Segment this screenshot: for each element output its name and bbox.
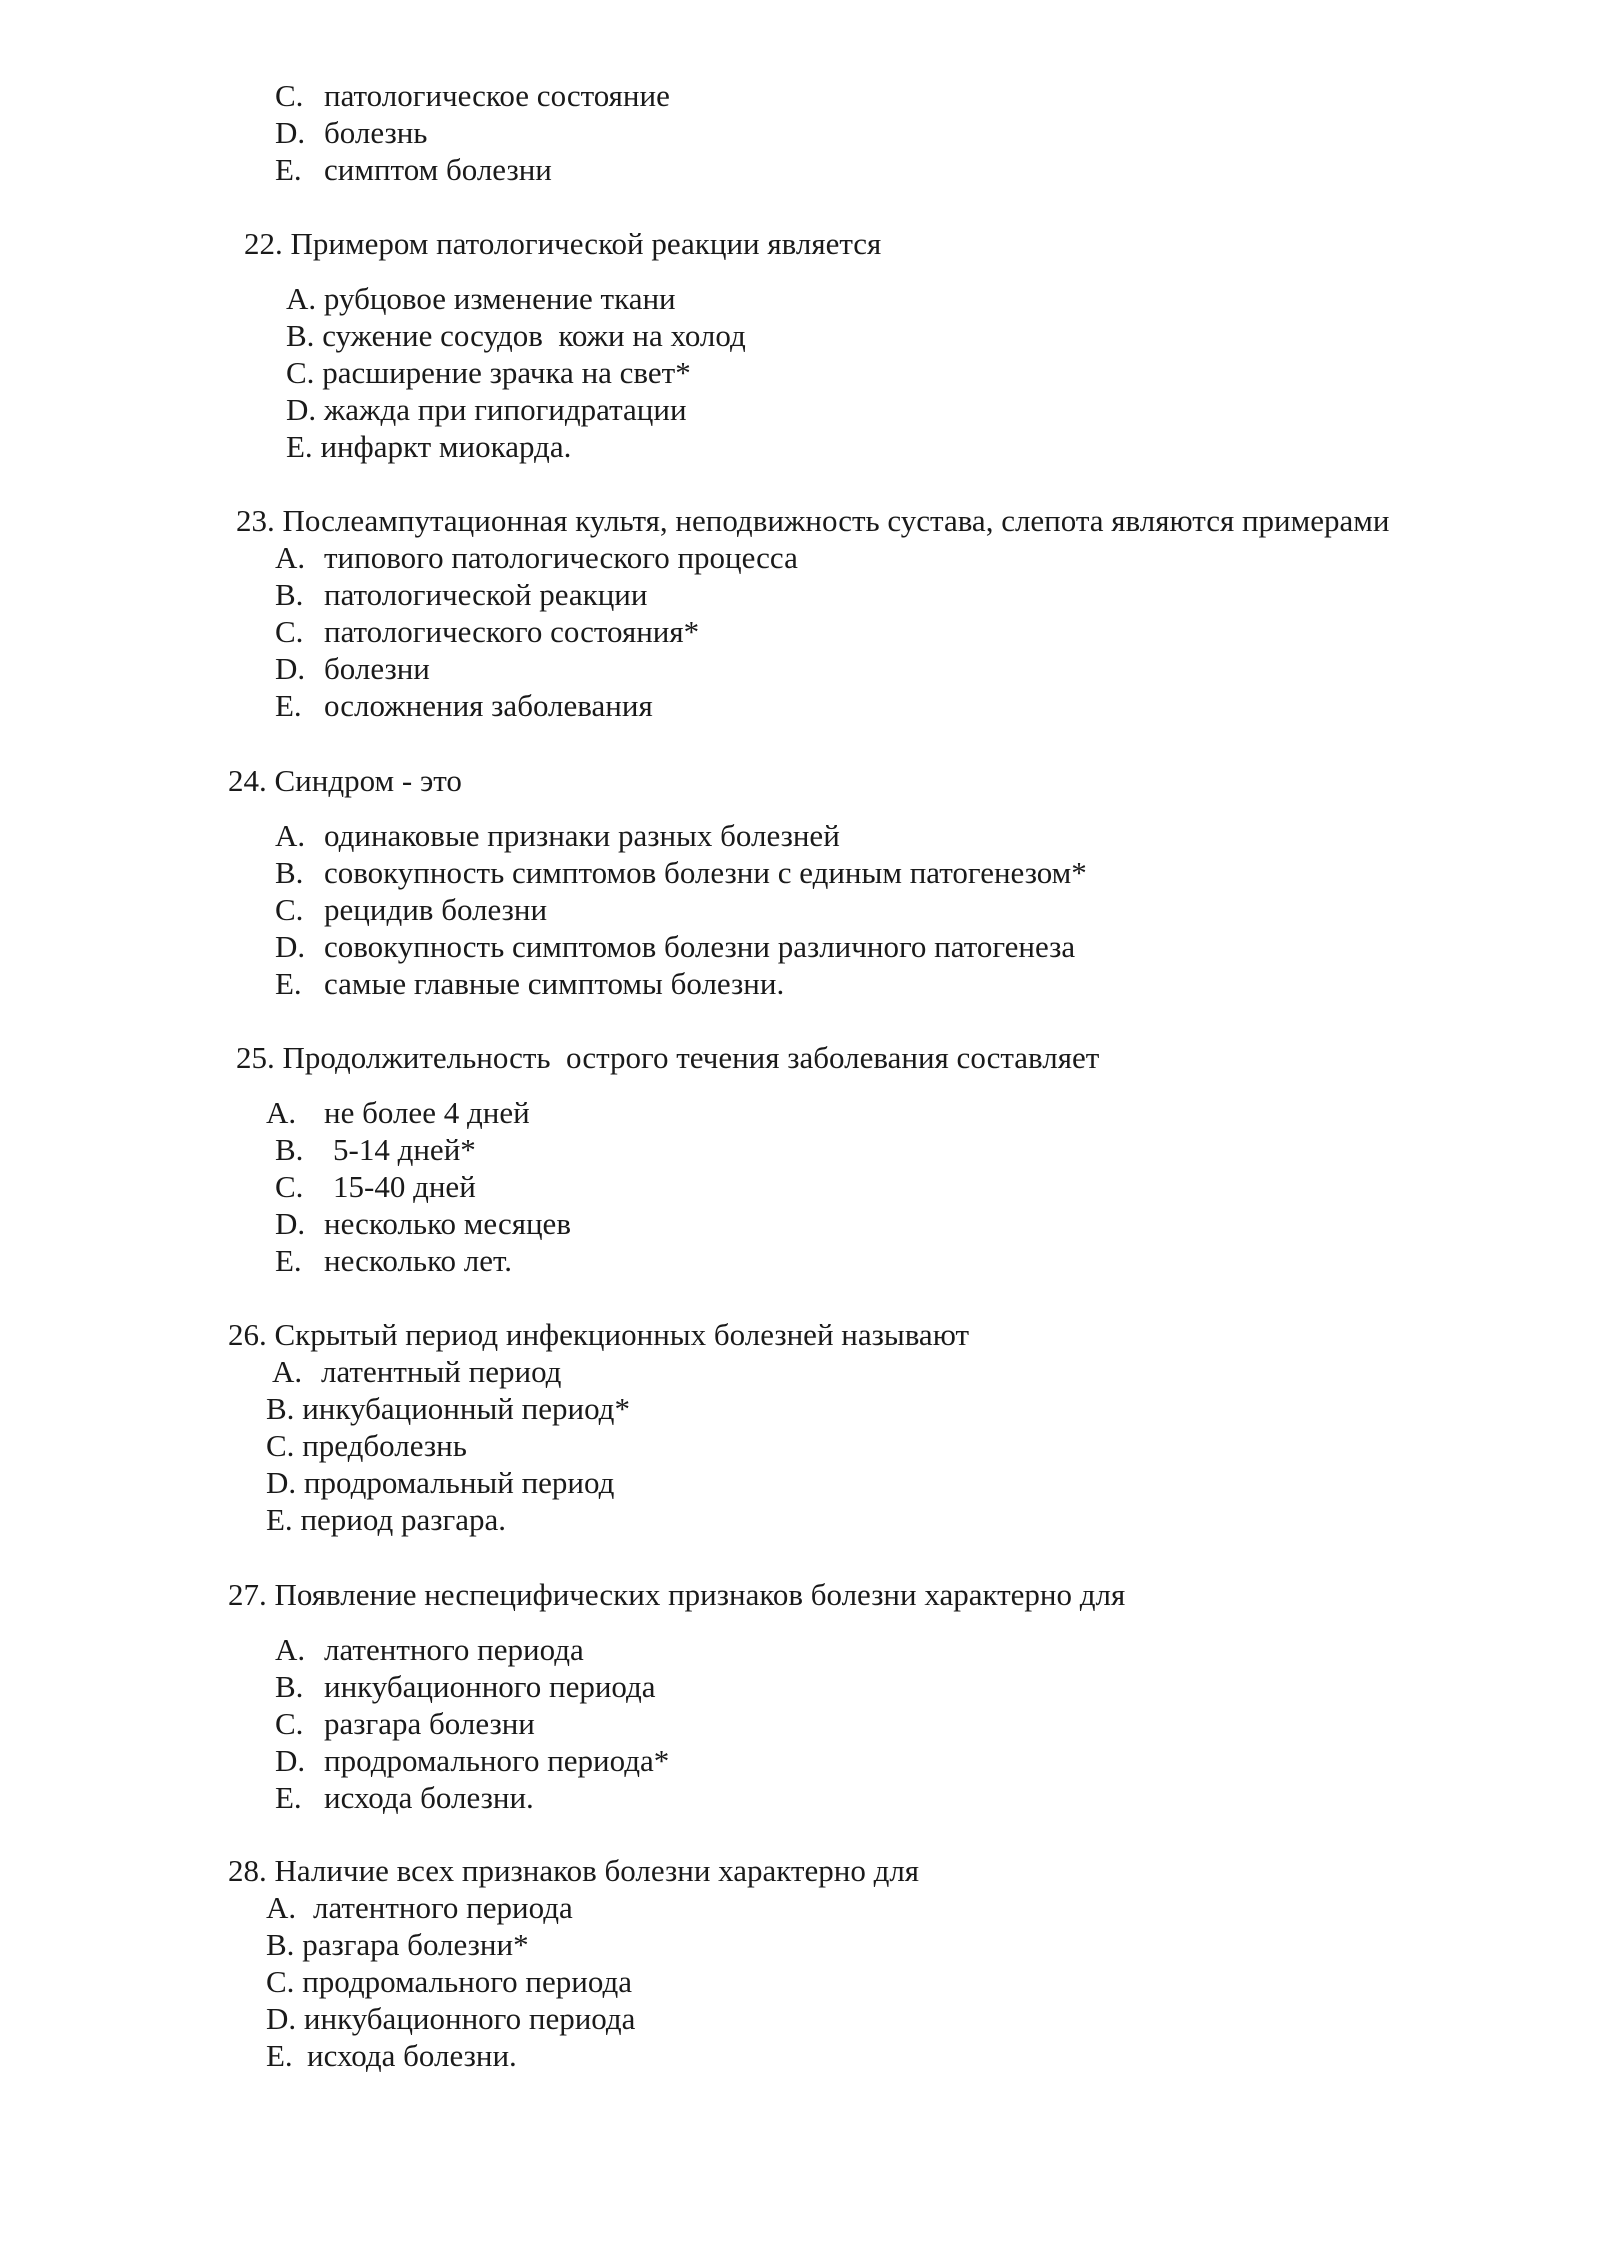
option-text: рубцовое изменение ткани <box>323 281 676 316</box>
option-line <box>275 891 547 928</box>
option-text: совокупность симптомов болезни с единым патогенезом* <box>324 855 1087 890</box>
option-letter: C. <box>275 78 304 113</box>
option-line <box>275 576 648 613</box>
option-line <box>266 1094 530 1131</box>
option-text: несколько лет. <box>324 1243 512 1278</box>
option-letter: E. <box>286 429 313 464</box>
option-letter: E. <box>275 966 302 1001</box>
option-line <box>266 1390 630 1427</box>
option-letter: E. <box>275 688 302 723</box>
question-text: Синдром - это <box>274 763 462 798</box>
option-line <box>275 1631 584 1668</box>
option-text: жажда при гипогидратации <box>323 392 687 427</box>
option-letter: B. <box>266 1391 295 1426</box>
question-number: 25. <box>236 1040 275 1075</box>
option-text: 15-40 дней <box>333 1169 476 1204</box>
option-line <box>266 1889 573 1926</box>
option-text: патологическое состояние <box>324 78 670 113</box>
option-letter: B. <box>266 1927 295 1962</box>
option-line <box>275 650 430 687</box>
option-letter: D. <box>266 1465 297 1500</box>
option-text: несколько месяцев <box>324 1206 571 1241</box>
option-text: не более 4 дней <box>324 1095 530 1130</box>
option-line <box>266 1464 614 1501</box>
option-text: исхода болезни. <box>324 1780 534 1815</box>
question-heading <box>236 1039 1099 1076</box>
question-text: Послеампутационная культя, неподвижность сустава, слепота являются примерами <box>282 503 1390 538</box>
option-line <box>275 151 552 188</box>
option-text: латентный период <box>321 1354 562 1389</box>
option-line <box>275 114 427 151</box>
question-heading <box>236 502 1389 539</box>
option-letter: E. <box>275 152 302 187</box>
option-line <box>275 928 1075 965</box>
option-text: типового патологического процесса <box>324 540 798 575</box>
option-text: 5-14 дней* <box>333 1132 476 1167</box>
option-text: симптом болезни <box>324 152 552 187</box>
option-line <box>266 1963 632 2000</box>
question-text: Примером патологической реакции является <box>290 226 882 261</box>
option-text: разгара болезни <box>324 1706 535 1741</box>
question-number: 23. <box>236 503 275 538</box>
option-text: продромального периода <box>302 1964 632 1999</box>
question-heading <box>228 762 462 799</box>
option-letter: A. <box>275 818 306 853</box>
question-text: Скрытый период инфекционных болезней называют <box>274 1317 969 1352</box>
option-letter: A. <box>286 281 317 316</box>
option-letter: C. <box>275 892 304 927</box>
option-line <box>275 1168 476 1205</box>
option-letter: A. <box>272 1354 303 1389</box>
option-letter: D. <box>275 115 306 150</box>
option-text: патологического состояния* <box>324 614 700 649</box>
option-text: совокупность симптомов болезни различного патогенеза <box>324 929 1076 964</box>
option-text: болезнь <box>324 115 428 150</box>
option-line <box>286 428 571 465</box>
option-text: инкубационный период* <box>302 1391 630 1426</box>
option-line <box>286 354 691 391</box>
option-letter: D. <box>286 392 317 427</box>
option-line <box>266 1501 506 1538</box>
option-line <box>275 687 653 724</box>
option-line <box>286 280 676 317</box>
option-line <box>266 1926 529 1963</box>
question-number: 26. <box>228 1317 267 1352</box>
option-text: исхода болезни. <box>307 2038 517 2073</box>
option-letter: D. <box>275 929 306 964</box>
option-line <box>275 1205 571 1242</box>
option-letter: C. <box>266 1428 295 1463</box>
option-text: предболезнь <box>302 1428 467 1463</box>
option-line <box>275 854 1087 891</box>
option-line <box>275 77 670 114</box>
option-line <box>275 817 840 854</box>
option-line <box>266 2000 635 2037</box>
option-text: разгара болезни* <box>302 1927 529 1962</box>
option-line <box>275 613 699 650</box>
option-line <box>275 1242 512 1279</box>
option-text: период разгара. <box>300 1502 506 1537</box>
option-text: самые главные симптомы болезни. <box>324 966 785 1001</box>
option-letter: D. <box>275 651 306 686</box>
question-number: 27. <box>228 1577 267 1612</box>
option-line <box>275 1779 534 1816</box>
option-text: инкубационного периода <box>303 2001 636 2036</box>
option-line <box>275 1668 656 1705</box>
option-letter: E. <box>266 2038 293 2073</box>
option-line <box>275 965 784 1002</box>
option-letter: A. <box>275 1632 306 1667</box>
option-line <box>275 1131 476 1168</box>
option-line <box>266 1427 467 1464</box>
question-text: Появление неспецифических признаков болезни характерно для <box>274 1577 1126 1612</box>
option-letter: A. <box>275 540 306 575</box>
option-line <box>266 2037 517 2074</box>
question-text: Продолжительность острого течения заболевания составляет <box>282 1040 1100 1075</box>
option-text: латентного периода <box>313 1890 573 1925</box>
option-letter: E. <box>275 1780 302 1815</box>
option-text: одинаковые признаки разных болезней <box>324 818 840 853</box>
option-letter: D. <box>275 1206 306 1241</box>
option-letter: C. <box>286 355 315 390</box>
option-line <box>275 1742 669 1779</box>
option-letter: A. <box>266 1095 297 1130</box>
option-letter: A. <box>266 1890 297 1925</box>
option-line <box>275 1705 535 1742</box>
option-letter: D. <box>275 1743 306 1778</box>
option-letter: C. <box>266 1964 295 1999</box>
option-text: продромального периода* <box>324 1743 670 1778</box>
question-heading <box>228 1576 1125 1613</box>
option-line <box>275 539 798 576</box>
question-text: Наличие всех признаков болезни характерно для <box>274 1853 920 1888</box>
option-text: латентного периода <box>324 1632 584 1667</box>
question-number: 22. <box>244 226 283 261</box>
option-line <box>286 391 687 428</box>
option-letter: B. <box>275 1132 304 1167</box>
option-letter: C. <box>275 1706 304 1741</box>
option-text: болезни <box>324 651 430 686</box>
question-heading <box>228 1852 919 1889</box>
question-heading <box>228 1316 969 1353</box>
question-heading <box>244 225 881 262</box>
option-text: осложнения заболевания <box>324 688 653 723</box>
option-text: инфаркт миокарда. <box>320 429 572 464</box>
question-number: 28. <box>228 1853 267 1888</box>
option-letter: D. <box>266 2001 297 2036</box>
option-text: продромальный период <box>303 1465 615 1500</box>
option-letter: E. <box>275 1243 302 1278</box>
option-line <box>272 1353 561 1390</box>
option-letter: B. <box>275 577 304 612</box>
option-letter: B. <box>275 1669 304 1704</box>
option-text: сужение сосудов кожи на холод <box>322 318 746 353</box>
option-letter: C. <box>275 1169 304 1204</box>
option-text: патологической реакции <box>324 577 648 612</box>
option-text: расширение зрачка на свет* <box>322 355 691 390</box>
option-letter: E. <box>266 1502 293 1537</box>
option-letter: C. <box>275 614 304 649</box>
option-text: рецидив болезни <box>324 892 548 927</box>
option-line <box>286 317 746 354</box>
option-text: инкубационного периода <box>324 1669 656 1704</box>
option-letter: B. <box>286 318 315 353</box>
question-number: 24. <box>228 763 267 798</box>
option-letter: B. <box>275 855 304 890</box>
